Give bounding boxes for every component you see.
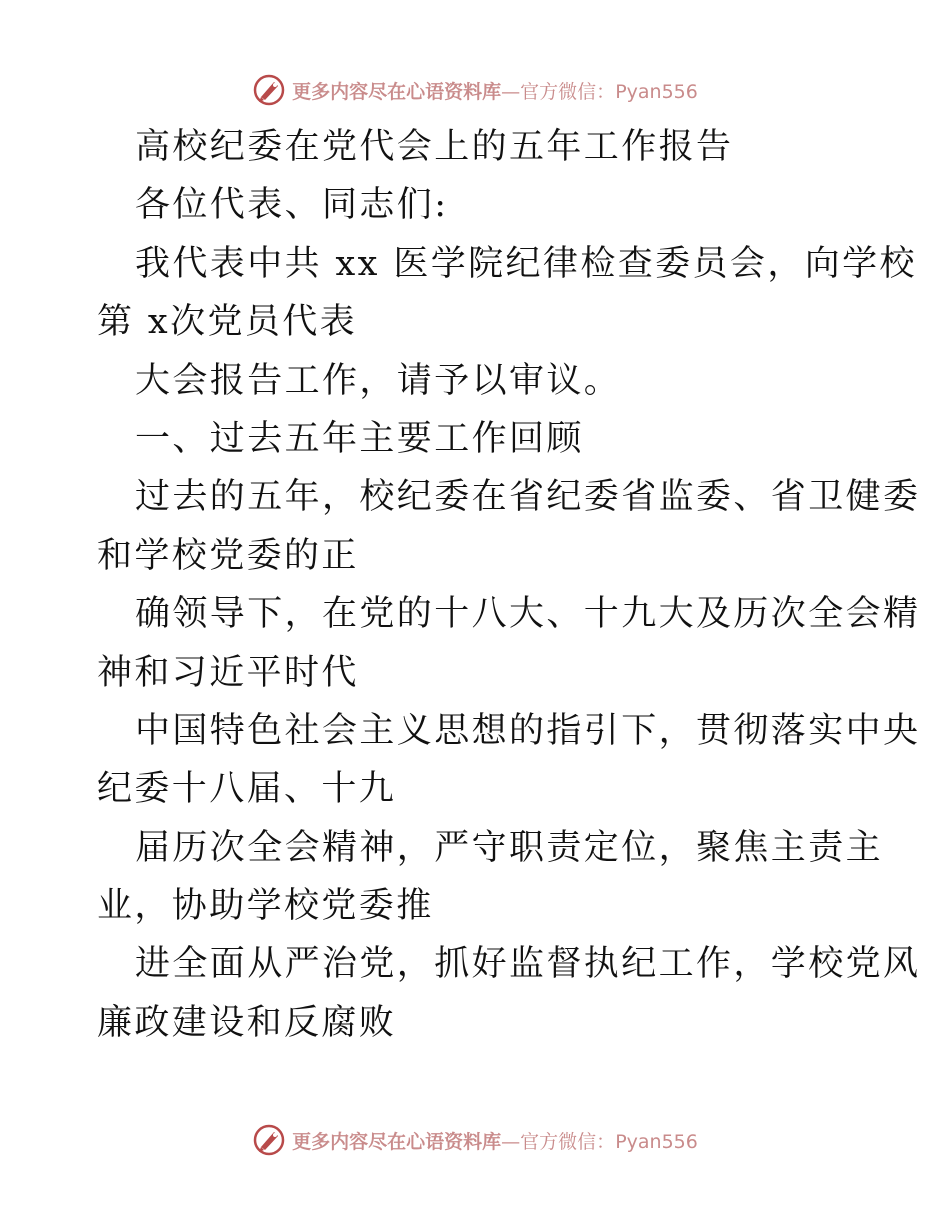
paragraph-line: 神和习近平时代 [97, 652, 359, 693]
pen-logo-icon [252, 1123, 286, 1157]
paragraph-line: 中国特色社会主义思想的指引下，贯彻落实中央 [135, 710, 921, 751]
paragraph-line: 业，协助学校党委推 [97, 886, 434, 927]
watermark-wechat-id: Pyan556 [615, 80, 698, 103]
paragraph-line: 我代表中共 xx 医学院纪律检查委员会，向学校 [135, 243, 917, 284]
paragraph-line: 进全面从严治党，抓好监督执纪工作，学校党风 [135, 944, 921, 985]
header-watermark [0, 72, 950, 108]
paragraph-line: 纪委十八届、十九 [97, 769, 397, 810]
paragraph-line: 廉政建设和反腐败 [97, 1002, 397, 1043]
document-body [97, 118, 921, 1052]
section-heading: 一、过去五年主要工作回顾 [135, 418, 584, 459]
watermark-separator: —官方微信： [501, 1130, 616, 1153]
watermark-separator: —官方微信： [501, 80, 616, 103]
pen-logo-icon [252, 73, 286, 107]
document-title: 高校纪委在党代会上的五年工作报告 [135, 127, 734, 167]
paragraph-line: 和学校党委的正 [97, 535, 359, 576]
watermark-text [292, 1127, 698, 1154]
paragraph-line: 第 x次党员代表 [97, 302, 358, 343]
watermark-text [292, 77, 698, 104]
paragraph-line: 大会报告工作，请予以审议。 [135, 360, 622, 401]
salutation-line: 各位代表、同志们: [135, 185, 449, 226]
paragraph-line: 届历次全会精神，严守职责定位，聚焦主责主 [135, 827, 884, 868]
watermark-cn-text: 更多内容尽在心语资料库 [292, 1130, 502, 1153]
watermark-wechat-id: Pyan556 [615, 1130, 698, 1153]
paragraph-line: 确领导下，在党的十八大、十九大及历次全会精 [135, 594, 921, 635]
paragraph-line: 过去的五年，校纪委在省纪委省监委、省卫健委 [135, 477, 921, 518]
footer-watermark [0, 1122, 950, 1158]
watermark-cn-text: 更多内容尽在心语资料库 [292, 80, 502, 103]
